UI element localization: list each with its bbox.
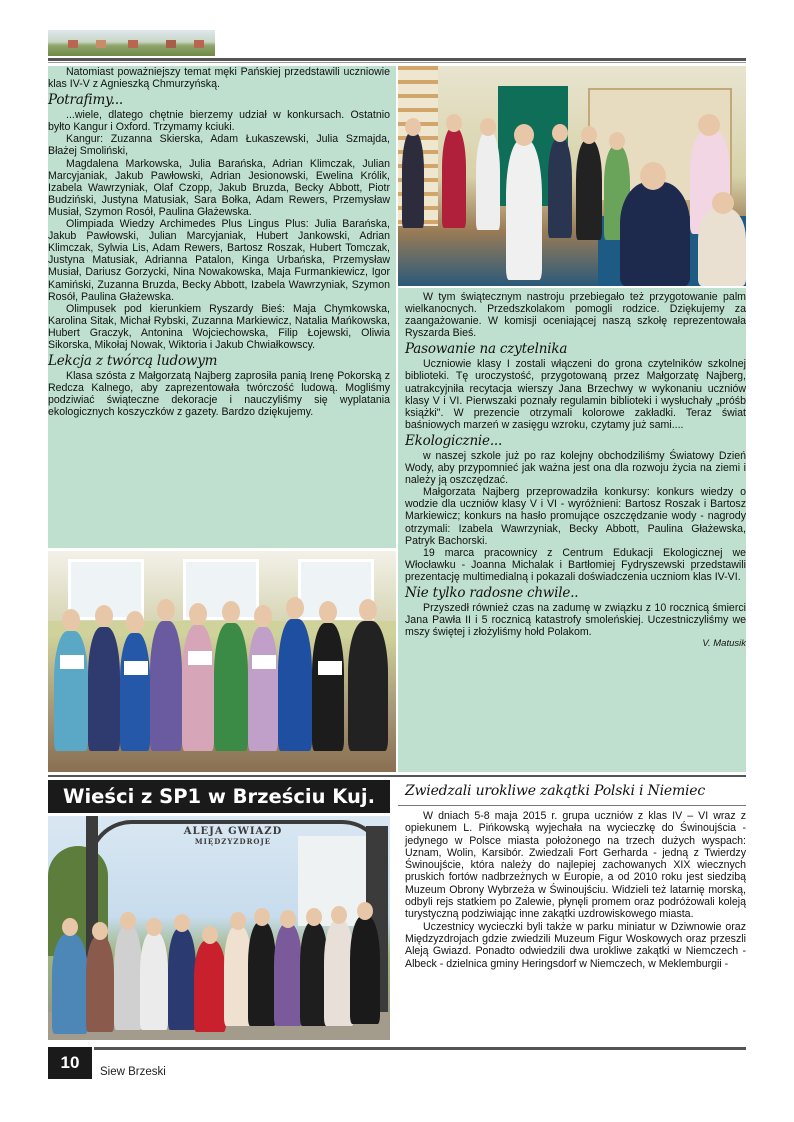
publication-name: Siew Brzeski: [100, 1066, 166, 1078]
paragraph: Klasa szósta z Małgorzatą Najberg zaprosiła panią Irenę Pokorską z Redcza Kalnego, aby zaprezentowała twórczość ludową. Mogliśmy podziwiać świąteczne dekoracje i nauczyliśmy się wyplatania ekologicznych koszyczków z gazety. Bardzo dziękujemy.: [48, 370, 390, 419]
right-column-text: [405, 291, 746, 650]
paragraph: Olimpusek pod kierunkiem Ryszardy Bieś: Maja Chymkowska, Karolina Sitak, Michał Rybski, Zuzanna Markiewicz, Natalia Mańkowska, Hubert Graczyk, Antonina Wojciechowska, Filip Łojewski, Oliwia Sikorska, Mikołaj Nowak, Wiktoria i Jakub Chwiałkowscy.: [48, 302, 390, 351]
students-with-certificates-photo: [48, 551, 396, 772]
paragraph: Olimpiada Wiedzy Archimedes Plus Lingus Plus: Julia Barańska, Jakub Pawłowski, Julian Marcyjaniak, Hubert Jankowski, Adrian Klimczak, Sylwia Lis, Adam Rewers, Bartosz Roszak, Hubert Tomczak, Justyna Matusiak, Adrianna Patalon, Kinga Urbańska, Przemysław Musiał, Dariusz Gorzycki, Nina Nowakowska, Maja Furmankiewicz, Igor Kamiński, Zuzanna Bruzda, Becky Abbott, Izabela Wawrzyniak, Szymon Rosół, Paulina Głażewska.: [48, 218, 390, 303]
trip-group-photo: [48, 816, 390, 1040]
gate-sign-title: ALEJA GWIAZD: [183, 826, 283, 837]
paragraph: 19 marca pracownicy z Centrum Edukacji Ekologicznej we Włocławku - Joanna Michalak i Bartłomiej Fydryszewski przedstawili prezentację multimedialną i pokazali doświadczenia uczniom klas IV-VI.: [405, 546, 746, 583]
paragraph: Uczniowie klasy I zostali włączeni do grona czytelników szkolnej biblioteki. Tę uroczystość, przygotowaną przez Małgorzatę Najberg, uatrakcyjniła recytacja wierszy Jana Brzechwy w wykonaniu uczniów klasy V i VI. Pierwszaki poznały regulamin biblioteki i wysłuchały „próśb książki". W prezencie otrzymali kolorowe zakładki. Teraz świat baśniowych marzeń w zasięgu wzroku, czytamy już sami....: [405, 358, 746, 431]
section-banner: Wieści z SP1 w Brześciu Kuj.: [48, 780, 390, 813]
paragraph: Uczestnicy wycieczki byli także w parku miniatur w Dziwnowie oraz Międzyzdrojach gdzie zwiedzili Muzeum Figur Woskowych oraz przeszli Aleją Gwiazd. Ponadto odwiedzili dwa urokliwe zakątki w Niemczech - Albeck - dzielnica gminy Heringsdorf w Niemczech, w Meklemburgii -: [405, 920, 746, 970]
article2-heading: Zwiedzali urokliwe zakątki Polski i Niemiec: [405, 783, 706, 799]
author-signature: V. Matusik: [702, 638, 746, 650]
right-intro: W tym świątecznym nastroju przebiegało też przygotowanie palm wielkanocnych. Przedszkolakom pomogli rodzice. Dziękujemy za zaangażowanie. W komisji oceniającej naszą szkołę reprezentowała Ryszarda Bieś.: [405, 291, 746, 340]
top-rule: [48, 58, 746, 61]
gate-sign-subtitle: MIĘDZYZDROJE: [194, 837, 272, 846]
section-heading: Pasowanie na czytelnika: [405, 341, 568, 358]
paragraph: Magdalena Markowska, Julia Barańska, Adrian Klimczak, Julian Marcyjaniak, Jakub Pawłowski, Adrian Jesionowski, Ewelina Królik, Izabela Wawrzyniak, Olaf Czopp, Jakub Bruzda, Becky Abbott, Piotr Budziński, Justyna Matusiak, Sara Bołka, Adam Rewers, Przemysław Musiał, Szymon Rosół, Paulina Głażewska.: [48, 157, 390, 218]
section-heading: Ekologicznie...: [405, 432, 503, 449]
page-number: 10: [48, 1047, 92, 1079]
top-rule-thin: [48, 62, 746, 63]
children-performance-photo: [398, 66, 746, 286]
paragraph: Przyszedł również czas na zadumę w związku z 10 rocznicą śmierci Jana Pawła II i 5 rocznicą katastrofy smoleńskiej. Uczestniczyliśmy we mszy świętej i złożyliśmy hołd Polakom.: [405, 601, 746, 639]
section-heading: Lekcja z twórcą ludowym: [48, 353, 218, 370]
paragraph: Małgorzata Najberg przeprowadziła konkursy: konkurs wiedzy o wodzie dla uczniów klasy V i VI - wyróżnieni: Bartosz Roszak i Bartosz Markiewicz; konkurs na hasło promujące oszczędzanie wody - nagrody otrzymali: Izabela Wawrzyniak, Becky Abbott, Paulina Głażewska, Patryk Bachorski.: [405, 486, 746, 547]
bottom-rule: [94, 1047, 746, 1050]
paragraph: w naszej szkole już po raz kolejny obchodziliśmy Światowy Dzień Wody, aby przypomnieć jak ważna jest ona dla rozwoju życia na ziemi i należy ją oszczędzać.: [405, 449, 746, 487]
left-intro: Natomiast poważniejszy temat męki Pańskiej przedstawili uczniowie klas IV-V z Agnieszką Chmurzyńską.: [48, 66, 390, 91]
paragraph: ...wiele, dlatego chętnie bierzemy udział w konkursach. Ostatnio byłto Kangur i Oxford. Trzymamy kciuki.: [48, 109, 390, 134]
article2: [405, 780, 746, 970]
section-heading: Nie tylko radosne chwile..: [405, 584, 579, 601]
header-landscape-image: [48, 30, 215, 56]
left-column-text: [48, 66, 390, 418]
section-separator: [48, 775, 746, 777]
paragraph: Kangur: Zuzanna Skierska, Adam Łukaszewski, Julia Szmajda, Błażej Smoliński,: [48, 133, 390, 158]
section-heading: Potrafimy...: [48, 92, 124, 109]
paragraph: W dniach 5-8 maja 2015 r. grupa uczniów z klas IV – VI wraz z opiekunem L. Pińkowską wyjechała na wycieczkę do Świnoujścia - jedynego w Polsce miasta położonego na trzech dużych wyspach: Uznam, Wolin, Karsibór. Zwiedzali Fort Gerharda - jedną z Twierdzy Świnoujście, która należy do najlepiej zachowanych XIX wiecznych pruskich fortów nadbrzeżnych w Europie, a od 2010 roku jest siedzibą Muzeum Obrony Wybrzeża w Świnoujściu. Widzieli też latarnię morską, odbyli rejs statkiem po Zalewie, płynęli promem oraz podróżowali koleją turystyczną podziwiając inne zakątki uzdrowiskowego miasta.: [405, 810, 746, 921]
gate-sign: [168, 826, 298, 846]
article2-heading-rule: [398, 805, 746, 806]
